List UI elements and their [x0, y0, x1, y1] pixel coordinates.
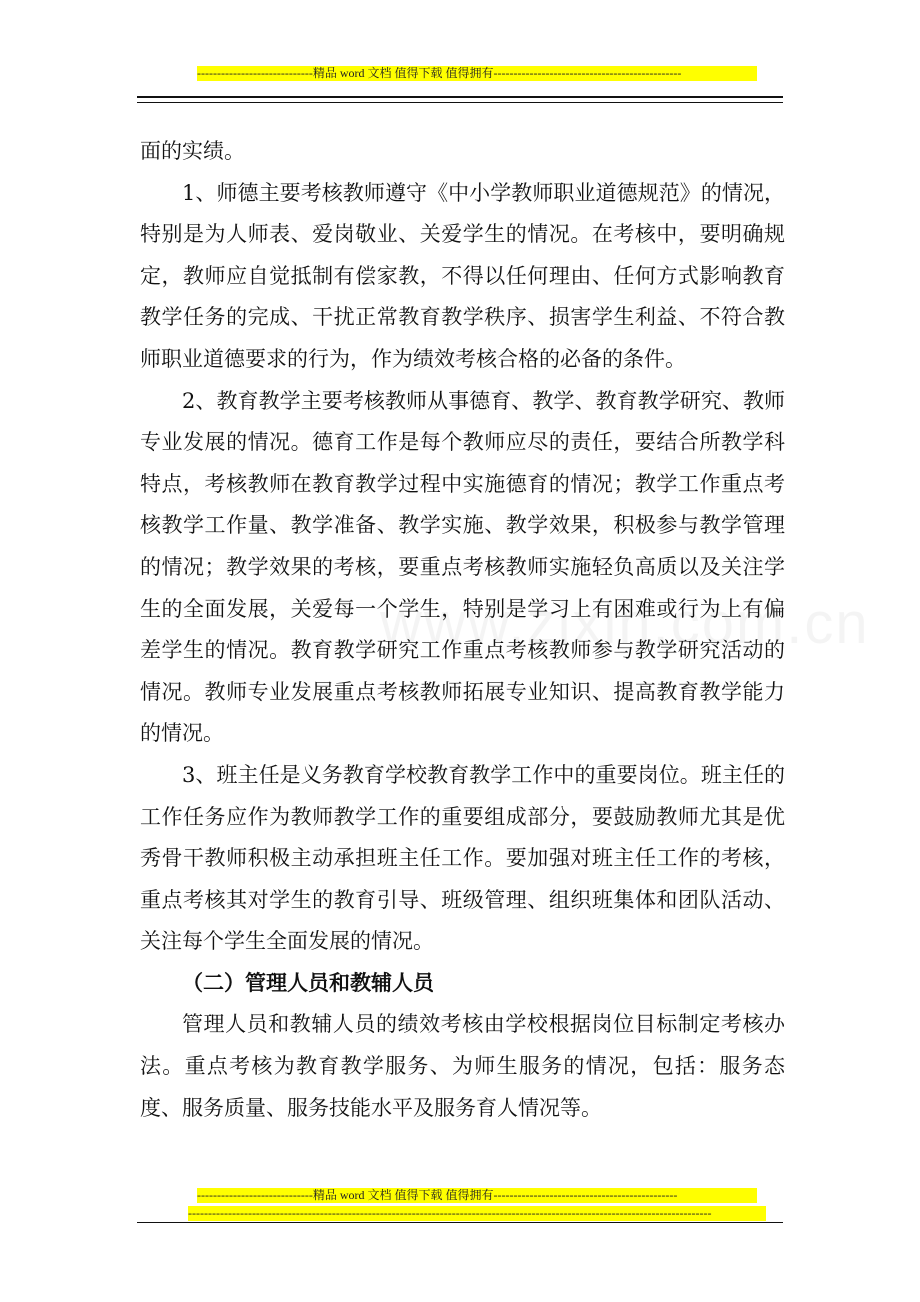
document-body	[140, 131, 785, 1129]
paragraph-teaching: 2、教育教学主要考核教师从事德育、教学、教育教学研究、教师专业发展的情况。德育工作是每个教师应尽的责任，要结合所教学科特点，考核教师在教育教学过程中实施德育的情况；教学工作重点考核教学工作量、教学准备、教学实施、教学效果，积极参与教学管理的情况；教学效果的考核，要重点考核教师实施轻负高质以及关注学生的全面发展，关爱每一个学生，特别是学习上有困难或行为上有偏差学生的情况。教育教学研究工作重点考核教师参与教学研究活动的情况。教师专业发展重点考核教师拓展专业知识、提高教育教学能力的情况。	[140, 388, 785, 746]
paragraph-ethics: 1、师德主要考核教师遵守《中小学教师职业道德规范》的情况，特别是为人师表、爱岗敬业、关爱学生的情况。在考核中，要明确规定，教师应自觉抵制有偿家教，不得以任何理由、任何方式影响教育教学任务的完成、干扰正常教育教学秩序、损害学生利益、不符合教师职业道德要求的行为，作为绩效考核合格的必备的条件。	[140, 180, 785, 371]
paragraph-management-staff: 管理人员和教辅人员的绩效考核由学校根据岗位目标制定考核办法。重点考核为教育教学服务、为师生服务的情况，包括：服务态度、服务质量、服务技能水平及服务育人情况等。	[140, 1012, 785, 1120]
section-heading: （二）管理人员和教辅人员	[182, 970, 434, 995]
header-banner: -----------------------------精品 word 文档 值得下载 值得拥有-----------------------------------------------	[197, 66, 757, 81]
paragraph-continuation: 面的实绩。	[140, 139, 245, 163]
header-rule-thin	[137, 102, 783, 103]
footer-banner-dashes: -----------------------------------------------------------------------------------------------------------------------------------	[188, 1206, 766, 1221]
footer-banner: -----------------------------精品 word 文档 值得下载 值得拥有----------------------------------------------	[197, 1188, 757, 1203]
paragraph-head-teacher: 3、班主任是义务教育学校教育教学工作中的重要岗位。班主任的工作任务应作为教师教学工作的重要组成部分，要鼓励教师尤其是优秀骨干教师积极主动承担班主任工作。要加强对班主任工作的考核，重点考核其对学生的教育引导、班级管理、组织班集体和团队活动、关注每个学生全面发展的情况。	[140, 762, 785, 954]
header-rule-thick	[137, 96, 783, 98]
footer-rule	[137, 1222, 783, 1223]
